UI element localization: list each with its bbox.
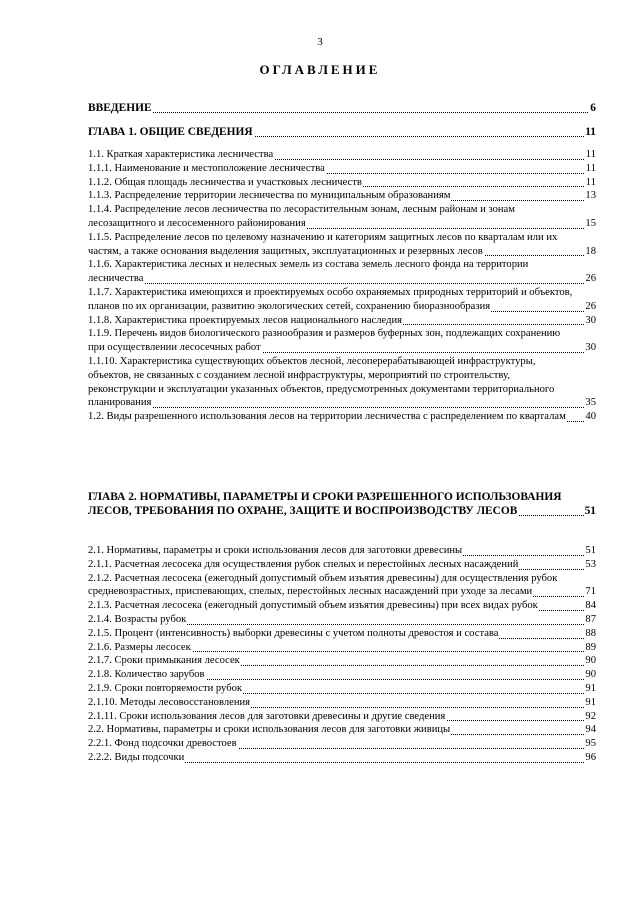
toc-section-chapter-1 (88, 125, 596, 139)
toc-entry[interactable]: 1.1.5. Распределение лесов по целевому назначению и категориям защитных лесов по кварталам или их частям, а также основания выделения защитных, эксплуатационных и резервных лесов 18 (88, 231, 596, 257)
toc-list-chapter-1 (88, 148, 596, 424)
toc-entry[interactable]: ГЛАВА 2. НОРМАТИВЫ, ПАРАМЕТРЫ И СРОКИ РАЗРЕШЕННОГО ИСПОЛЬЗОВАНИЯ ЛЕСОВ, ТРЕБОВАНИЯ ПО ОХРАНЕ, ЗАЩИТЕ И ВОСПРОИЗВОДСТВУ ЛЕСОВ 51 (88, 491, 596, 518)
toc-entry[interactable]: 2.1.4. Возрасты рубок 87 (88, 613, 596, 625)
toc-entry[interactable]: 2.1.9. Сроки повторяемости рубок 91 (88, 682, 596, 694)
toc-section-intro (88, 101, 596, 115)
toc-entry[interactable]: 1.1.3. Распределение территории лесничества по муниципальным образованиям 13 (88, 190, 596, 202)
toc-entry[interactable]: 2.1.1. Расчетная лесосека для осуществления рубок спелых и перестойных лесных насаждений 53 (88, 558, 596, 570)
toc-entry[interactable]: 2.1.5. Процент (интенсивность) выборки древесины с учетом полноты древостоя и состава 88 (88, 627, 596, 639)
toc-entry[interactable]: 1.1.10. Характеристика существующих объектов лесной, лесоперерабатывающей инфраструктуры, объектов, не связанных с созданием лесной инфраструктуры, мероприятий по строительству, реконструкции и эксплуатации указанных объектов, предусмотренных документами территориального планирования 35 (88, 355, 596, 409)
toc-entry[interactable]: 1.1.1. Наименование и местоположение лесничества 11 (88, 162, 596, 174)
toc-entry[interactable]: 1.1.9. Перечень видов биологического разнообразия и размеров буферных зон, подлежащих сохранению при осуществлении лесосечных работ 30 (88, 328, 596, 354)
toc-entry[interactable]: ГЛАВА 1. ОБЩИЕ СВЕДЕНИЯ 11 (88, 126, 596, 138)
toc-entry[interactable]: 1.2. Виды разрешенного использования лесов на территории лесничества с распределением по кварталам 40 (88, 411, 596, 423)
toc-title: ОГЛАВЛЕНИЕ (259, 62, 381, 77)
toc-entry[interactable]: 2.1.2. Расчетная лесосека (ежегодный допустимый объем изъятия древесины) для осуществления рубок средневозрастных, приспевающих, спелых, перестойных лесных насаждений при уходе за лесами 71 (88, 572, 596, 598)
toc-entry[interactable]: 1.1. Краткая характеристика лесничества 11 (88, 149, 596, 160)
toc-entry[interactable]: 1.1.8. Характеристика проектируемых лесов национального наследия 30 (88, 314, 596, 326)
toc-entry[interactable]: ВВЕДЕНИЕ 6 (88, 102, 596, 114)
toc-entry[interactable]: 2.1.8. Количество зарубов 90 (88, 669, 596, 681)
toc-entry[interactable]: 2.2. Нормативы, параметры и сроки использования лесов для заготовки живицы 94 (88, 724, 596, 736)
toc-entry[interactable]: 2.1.6. Размеры лесосек 89 (88, 641, 596, 653)
toc-entry[interactable]: 1.1.6. Характеристика лесных и нелесных земель из состава земель лесного фонда на территории лесничества 26 (88, 259, 596, 285)
toc-entry[interactable]: 1.1.4. Распределение лесов лесничества по лесорастительным зонам, лесным районам и зонам лесозащитного и лесосеменного районирования 15 (88, 204, 596, 229)
toc-list-chapter-2 (88, 544, 596, 765)
page-number: 3 (317, 36, 323, 48)
toc-entry[interactable]: 1.1.7. Характеристика имеющихся и проектируемых особо охраняемых природных территорий и объектов, планов по их организации, развитию экологических сетей, сохранению биоразнообразия 26 (88, 286, 596, 312)
toc-entry[interactable]: 2.1.3. Расчетная лесосека (ежегодный допустимый объем изъятия древесины) при всех видах рубок 84 (88, 600, 596, 612)
toc-section-chapter-2 (88, 490, 596, 518)
toc-entry[interactable]: 2.2.2. Виды подсочки 96 (88, 751, 596, 763)
toc-entry[interactable]: 2.1.11. Сроки использования лесов для заготовки древесины и другие сведения 92 (88, 710, 596, 722)
toc-entry[interactable]: 2.1.7. Сроки примыкания лесосек 90 (88, 655, 596, 667)
toc-entry[interactable]: 2.2.1. Фонд подсочки древостоев 95 (88, 738, 596, 750)
toc-entry[interactable]: 2.1. Нормативы, параметры и сроки использования лесов для заготовки древесины 51 (88, 545, 596, 556)
toc-entry[interactable]: 1.1.2. Общая площадь лесничества и участковых лесничеств 11 (88, 176, 596, 188)
toc-entry[interactable]: 2.1.10. Методы лесовосстановления 91 (88, 696, 596, 708)
